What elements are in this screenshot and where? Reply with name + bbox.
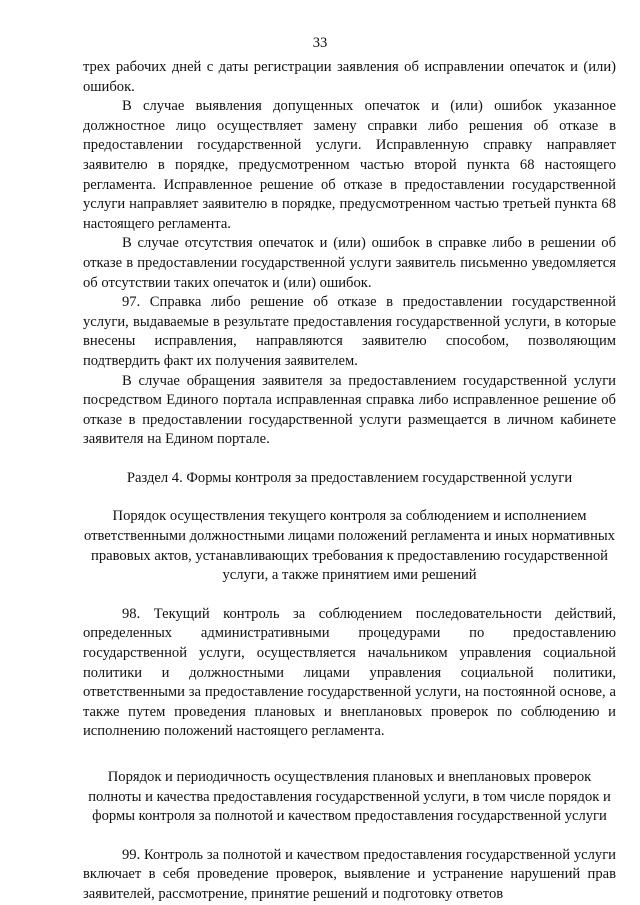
paragraph-no-errors: В случае отсутствия опечаток и (или) ошибок в справке либо в решении об отказе в предоставлении государственной услуги заявитель письменно уведомляется об отсутствии таких опечаток и (или) ошибок. [83, 235, 616, 291]
paragraph-99: 99. Контроль за полнотой и качеством предоставления государственной услуги включает в себя проведение проверок, выявление и устранение нарушений прав заявителей, рассмотрение, принятие решений и подготовку ответов [83, 846, 616, 902]
document-body [83, 58, 616, 905]
page-number: 33 [312, 35, 328, 51]
paragraph-continuation: трех рабочих дней с даты регистрации заявления об исправлении опечаток и (или) ошибок. [83, 59, 616, 95]
subheading-inspections: Порядок и периодичность осуществления плановых и внеплановых проверок полноты и качества предоставления государственной услуги, в том числе порядок и формы контроля за полнотой и качеством предоставления государственной услуги [88, 769, 611, 825]
paragraph-portal: В случае обращения заявителя за предоставлением государственной услуги посредством Единого портала исправленная справка либо исправленное решение об отказе в предоставлении государственной услуги размещается в личном кабинете заявителя на Едином портале. [83, 372, 616, 448]
section-title: Раздел 4. Формы контроля за предоставлением государственной услуги [126, 469, 573, 486]
subheading-current-control: Порядок осуществления текущего контроля за соблюдением и исполнением ответственными должностными лицами положений регламента и иных нормативных правовых актов, устанавливающих требования к предоставлению государственной услуги, а также принятием ими решений [84, 508, 615, 584]
paragraph-98: 98. Текущий контроль за соблюдением последовательности действий, определенных административными процедурами по предоставлению государственной услуги, осуществляется начальником управления социальной политики и должностными лицами управления социальной политики, ответственными за предоставление государственной услуги, на постоянной основе, а также путем проведения плановых и внеплановых проверок по соблюдению и исполнению положений настоящего регламента. [83, 605, 616, 740]
paragraph-correction-procedure: В случае выявления допущенных опечаток и (или) ошибок указанное должностное лицо осуществляет замену справки либо решения об отказе в предоставлении государственной услуги. Исправленную справку направляет заявителю в порядке, предусмотренном частью второй пункта 68 настоящего регламента. Исправленное решение об отказе в предоставлении государственной услуги направляет заявителю в порядке, предусмотренном частью третьей пункта 68 настоящего регламента. [83, 98, 616, 232]
paragraph-97: 97. Справка либо решение об отказе в предоставлении государственной услуги, выдаваемые в результате предоставления государственной услуги, в которые внесены исправления, направляются заявителю способом, позволяющим подтвердить факт их получения заявителем. [83, 294, 616, 369]
